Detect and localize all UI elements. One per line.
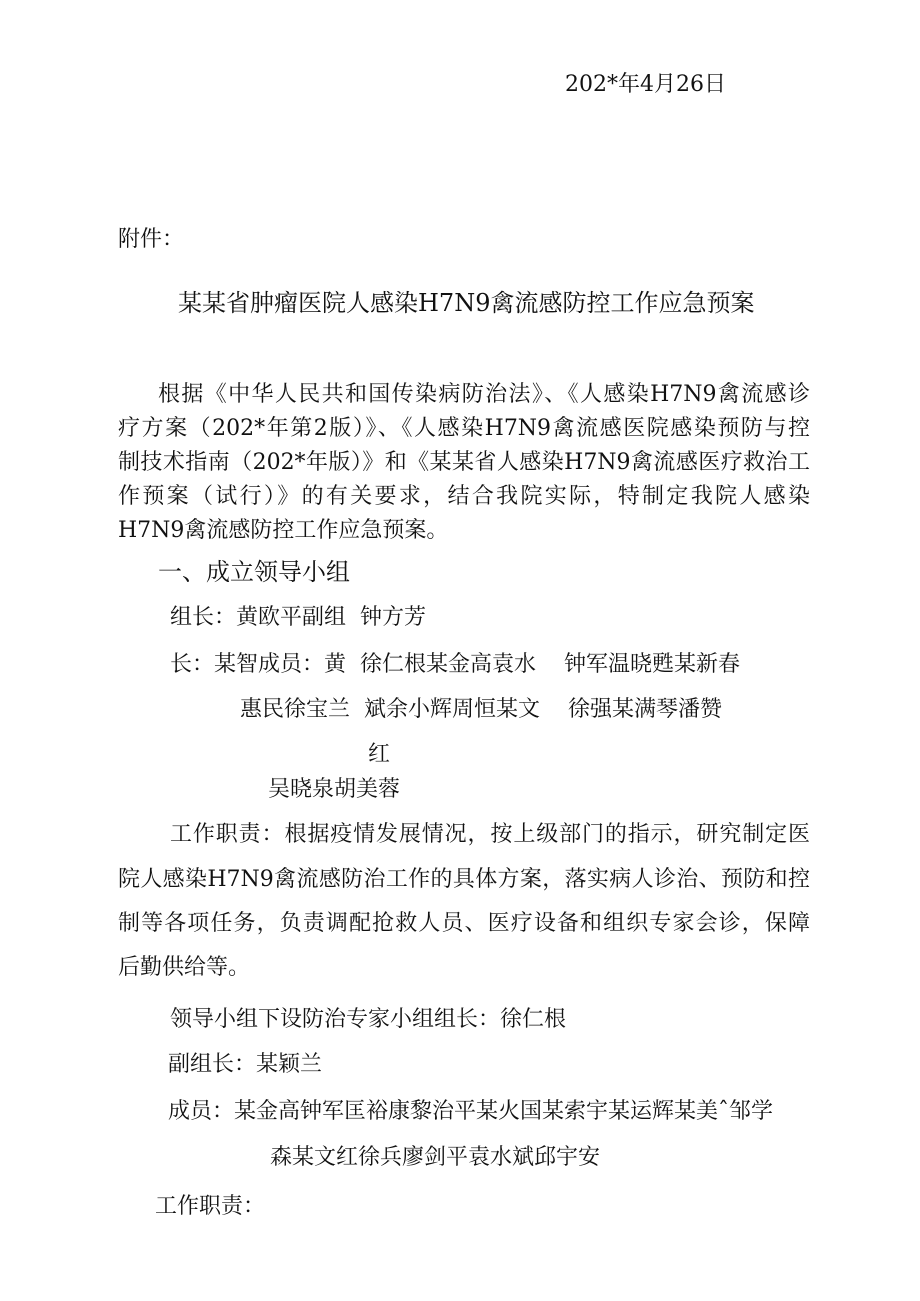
members-line-1: 长：某智成员：黄 徐仁根某金高袁水 钟军温晓甦某新春 [170,652,740,677]
members-line-4: 吴晓泉胡美蓉 [268,777,401,802]
duty-label: 工作职责： [155,1194,266,1219]
section-heading: 一、成立领导小组 [158,558,350,586]
intro-line-1: 根据《中华人民共和国传染病防治法》、《人感染H7N9禽流感诊 [158,382,810,407]
intro-line-3: 制技术指南（202*年版）》和《某某省人感染H7N9禽流感医疗救治工 [118,450,810,475]
expert-members-line-1: 成员：某金高钟军匡裕康黎治平某火国某索宇某运辉某美ˆ邹学 [168,1099,774,1124]
expert-group-line: 领导小组下设防治专家小组组长：徐仁根 [170,1007,567,1032]
members-line-2: 惠民徐宝兰 斌余小辉周恒某文 徐强某满琴潘赞 [240,697,722,722]
duty-line-1: 工作职责：根据疫情发展情况，按上级部门的指示，研究制定医 [170,822,810,847]
attachment-label: 附件： [118,227,185,252]
leader-line: 组长：黄欧平副组 钟方芳 [170,605,426,630]
duty-line-4: 后勤供给等。 [118,955,251,980]
duty-line-3: 制等各项任务，负责调配抢救人员、医疗设备和组织专家会诊，保障 [118,911,810,936]
page-title: 某某省肿瘤医院人感染H7N9禽流感防控工作应急预案 [178,289,755,317]
intro-line-4: 作预案（试行）》的有关要求，结合我院实际，特制定我院人感染 [118,484,810,509]
intro-line-2: 疗方案（202*年第2版）》、《人感染H7N9禽流感医院感染预防与控 [118,416,810,441]
deputy-leader-line: 副组长：某颖兰 [168,1052,323,1077]
intro-line-5: H7N9禽流感防控工作应急预案。 [118,518,449,543]
members-line-3: 红 [368,742,391,767]
duty-line-2: 院人感染H7N9禽流感防治工作的具体方案，落实病人诊治、预防和控 [118,867,810,892]
expert-members-line-2: 森某文红徐兵廖剑平袁水斌邱宇安 [270,1145,601,1170]
date: 202*年4月26日 [565,72,726,97]
